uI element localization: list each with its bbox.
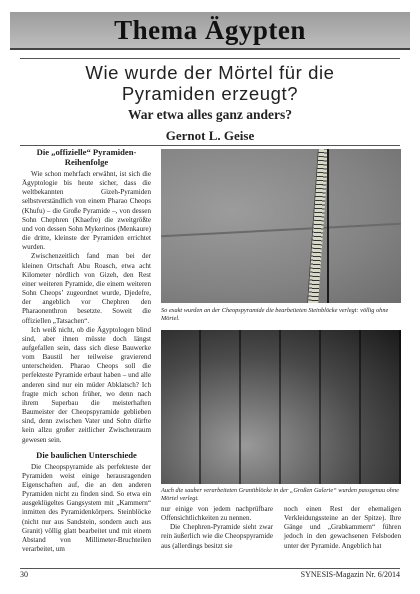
section-heading-pyramid-order bbox=[22, 147, 151, 167]
section-heading-line-2: Reihenfolge bbox=[64, 157, 109, 167]
section-heading-building-differences: Die baulichen Unterschiede bbox=[36, 449, 137, 460]
section-heading-line-1: Die „offizielle“ Pyramiden- bbox=[36, 147, 137, 157]
paragraph: Wie schon mehrfach erwähnt, ist sich die Ägyptologie bis heute sicher, dass die weltbekannten Gizeh-Pyramiden selbstverständlich von einem Pharao Cheops (Khufu) – die Große Pyramide –, von dessen Sohn Chephren (Khaefre) die zweitgrößte und von dessen Sohn Mykerinos (Menkaure) die dritte, kleinste der Pyramiden errichtet wurden. bbox=[22, 170, 151, 252]
photo-caption-2: Auch die sauber verarbeiteten Granitblöcke in der „Großen Galerie“ wurden passgenau ohne Mörtel verlegt. bbox=[161, 487, 399, 502]
banner-title: Thema Ägypten bbox=[114, 15, 306, 45]
paragraph: noch einen Rest der ehemaligen Verkleidungssteine an der Spitze). Ihre Gänge und „Grabkammern“ führen jedoch in den gewachsenen Felsboden unter der Pyramide. Angeblich hat bbox=[284, 505, 401, 550]
article-headline bbox=[24, 62, 396, 104]
photo-caption-1: So exakt wurden an der Cheopspyramide die bearbeiteten Steinblöcke verlegt: völlig ohne Mörtel. bbox=[161, 307, 389, 322]
article-column-middle bbox=[161, 505, 273, 551]
section-banner bbox=[10, 12, 410, 50]
header-rule bbox=[20, 145, 400, 146]
photo-stone-blocks-with-ruler bbox=[161, 149, 401, 303]
headline-line-2: Pyramiden erzeugt? bbox=[121, 83, 299, 104]
article-author: Gernot L. Geise bbox=[165, 128, 255, 143]
paragraph: Ich weiß nicht, ob die Ägyptologen blind sind, aber ihnen müsste doch längst aufgefallen sein, dass sich diese Bauwerke vom Baustil her teilweise gravierend unterscheiden. Pharao Cheops soll die perfekteste Pyramide erbaut haben – und alle anderen sind nur ein müder Abklatsch? Ich fragte mich schon früher, wo denn nach ihrem Superbau die meisterhaften Baumeister der Cheopspyramide geblieben sind, denn zwischen Vater und Sohn dürfte kein allzu großer zeitlicher Zwischenraum gewesen sein. bbox=[22, 325, 151, 444]
article-column-right bbox=[284, 505, 401, 551]
headline-line-1: Wie wurde der Mörtel für die bbox=[85, 62, 335, 83]
granite-block-joints bbox=[161, 330, 401, 484]
paragraph: Die Chephren-Pyramide sieht zwar rein äußerlich wie die Cheopspyramide aus (allerdings besitzt sie bbox=[161, 523, 273, 550]
magazine-issue: SYNESIS-Magazin Nr. 6/2014 bbox=[300, 570, 400, 579]
paragraph: Die Cheopspyramide als perfekteste der Pyramiden weist einige herausragenden Eigenschaften auf, die an den anderen Pyramiden nicht zu finden sind. So etwa ein ausgeklügeltes Gangsystem mit „Kammern“ inmitten des Pyramidenkörpers. Steinblöcke (nicht nur aus Sandstein, sondern auch aus Granit) völlig glatt bearbeitet und mit einem Abstand von Millimeter-Bruchteilen verarbeitet, um bbox=[22, 462, 151, 554]
photo-grand-gallery-granite bbox=[161, 330, 401, 484]
footer-rule bbox=[20, 568, 400, 569]
measuring-rod bbox=[327, 149, 329, 303]
page-number: 30 bbox=[20, 570, 28, 579]
block-joint bbox=[161, 223, 401, 238]
top-rule bbox=[20, 58, 400, 59]
paragraph: Zwischenzeitlich fand man bei der kleinen Ortschaft Abu Roasch, etwa acht Kilometer nördlich von Gizeh, den Rest einer weiteren Pyramide, die einem weiteren Sohn Cheops’ zugeordnet wurde, Djedefre, der angeblich vor Chephren den Pharaonenthron besetzte. Soweit die offiziellen „Tatsachen“. bbox=[22, 252, 151, 325]
article-column-left bbox=[22, 147, 151, 554]
article-subheadline: War etwa alles ganz anders? bbox=[128, 107, 292, 122]
paragraph: nur einige von jedem nachprüfbare Offensichtlichkeiten zu nennen. bbox=[161, 505, 273, 523]
